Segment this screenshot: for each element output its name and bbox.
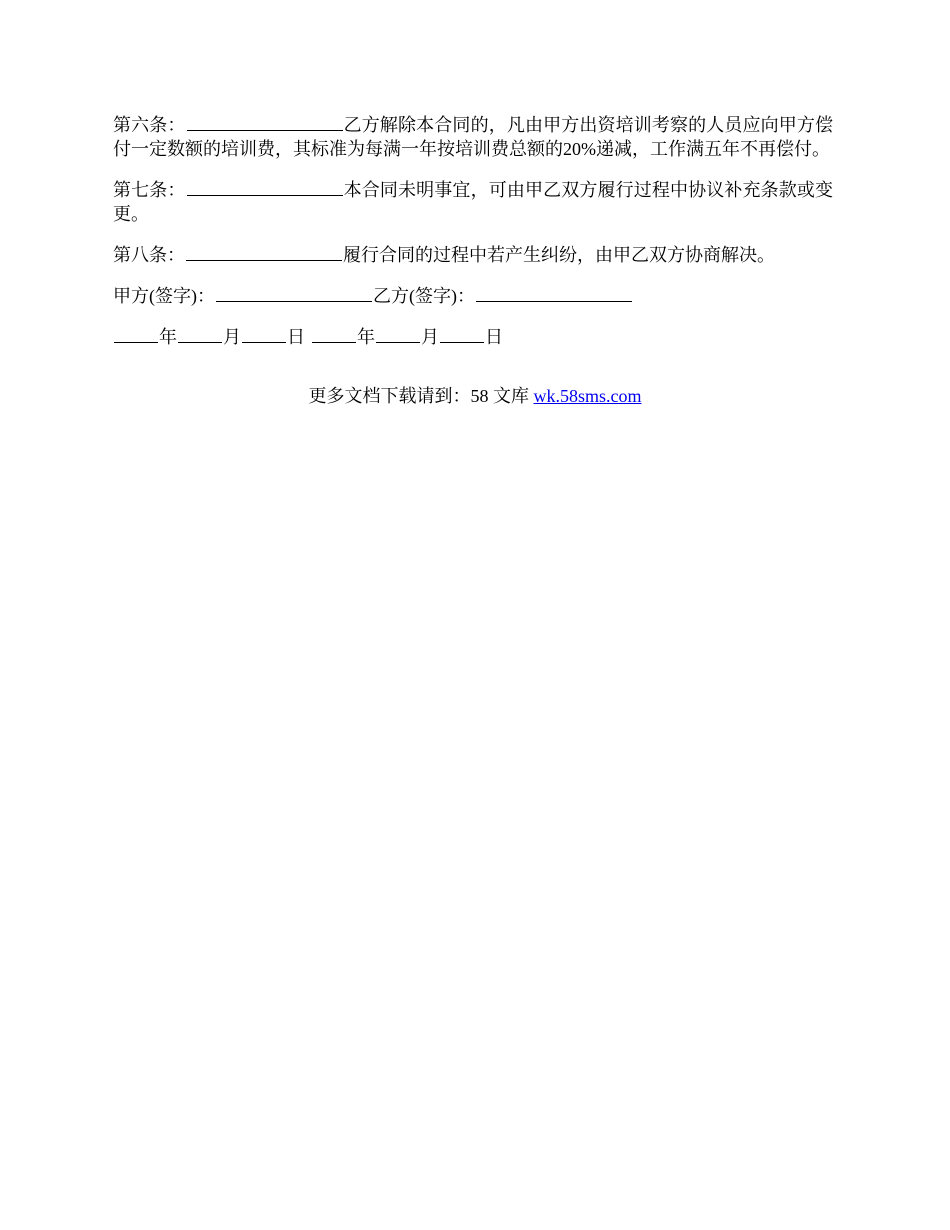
party-a-signature-blank[interactable] <box>216 283 372 302</box>
party-a-year-label: 年 <box>159 327 177 347</box>
clause-8-blank[interactable] <box>186 242 342 261</box>
party-b-year-blank[interactable] <box>312 324 356 343</box>
party-a-month-label: 月 <box>223 327 241 347</box>
clause-6-label: 第六条： <box>113 115 186 135</box>
party-a-year-blank[interactable] <box>114 324 158 343</box>
date-line <box>113 324 833 349</box>
party-b-month-blank[interactable] <box>376 324 420 343</box>
party-b-signature-label: 乙方(签字)： <box>373 286 475 306</box>
party-b-year-label: 年 <box>357 327 375 347</box>
contract-body <box>113 112 833 365</box>
party-b-signature-blank[interactable] <box>476 283 632 302</box>
download-footer <box>0 384 950 408</box>
party-b-month-label: 月 <box>421 327 439 347</box>
party-b-day-blank[interactable] <box>440 324 484 343</box>
clause-7-label: 第七条： <box>113 180 186 200</box>
clause-7-blank[interactable] <box>187 177 343 196</box>
footer-link[interactable]: wk.58sms.com <box>533 386 642 406</box>
clause-8 <box>113 242 833 267</box>
party-b-day-label: 日 <box>485 327 503 347</box>
party-a-day-blank[interactable] <box>242 324 286 343</box>
clause-8-label: 第八条： <box>113 245 185 265</box>
footer-prefix: 更多文档下载请到：58 文库 <box>308 386 534 406</box>
clause-7-text: 本合同未明事宜，可由甲乙双方履行过程中协议补充条款或变更。 <box>113 180 834 224</box>
party-a-signature-label: 甲方(签字)： <box>113 286 215 306</box>
signature-line <box>113 283 833 308</box>
party-a-month-blank[interactable] <box>178 324 222 343</box>
clause-7 <box>113 177 833 226</box>
clause-6-blank[interactable] <box>187 112 343 131</box>
clause-8-text: 履行合同的过程中若产生纠纷，由甲乙双方协商解决。 <box>343 245 775 265</box>
party-a-day-label: 日 <box>287 327 305 347</box>
clause-6-text: 乙方解除本合同的，凡由甲方出资培训考察的人员应向甲方偿付一定数额的培训费，其标准为每满一年按培训费总额的20%递减，工作满五年不再偿付。 <box>113 115 834 159</box>
clause-6 <box>113 112 833 161</box>
